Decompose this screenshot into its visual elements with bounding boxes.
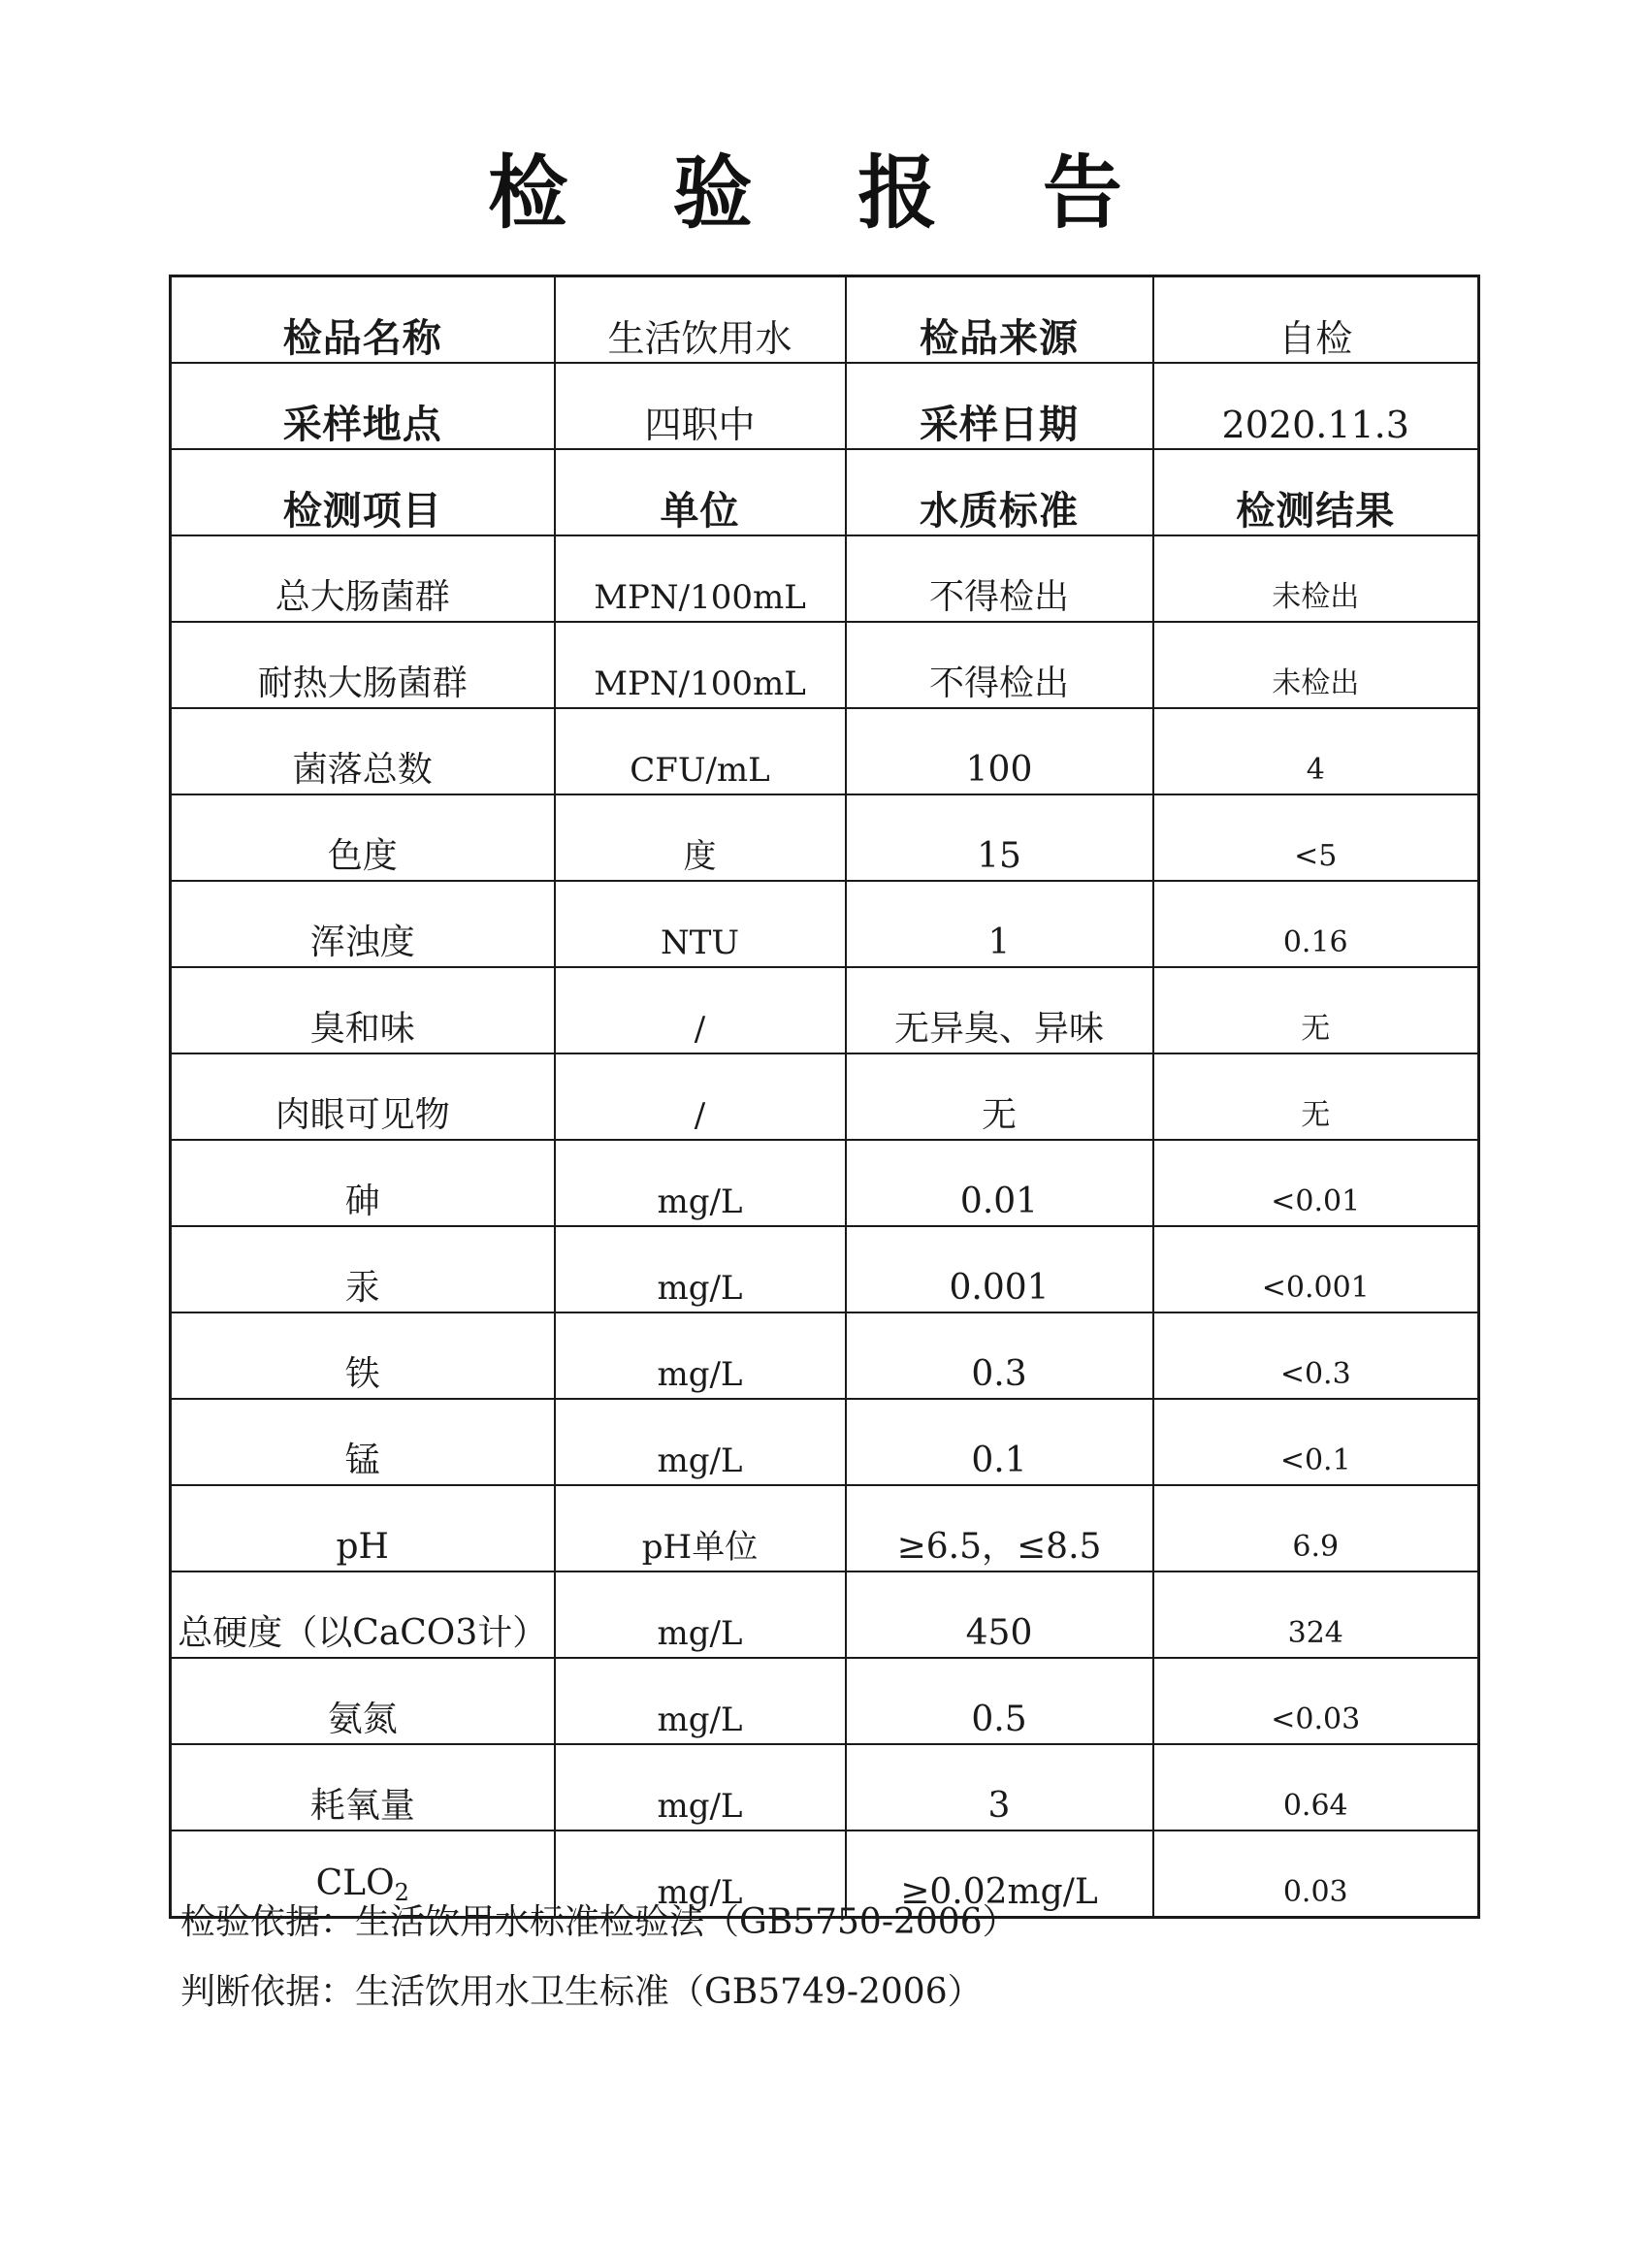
- table-row: [171, 1571, 1479, 1658]
- column-header-unit: 单位: [555, 449, 846, 535]
- table-row: [171, 1312, 1479, 1399]
- cell-standard: 100: [846, 708, 1153, 794]
- column-header-standard: 水质标准: [846, 449, 1153, 535]
- cell-result: 未检出: [1153, 535, 1479, 622]
- table-row: [171, 1658, 1479, 1744]
- cell-result: 324: [1153, 1571, 1479, 1658]
- table-row: [171, 1744, 1479, 1831]
- cell-standard: 15: [846, 794, 1153, 881]
- judgment-basis: 判断依据：生活饮用水卫生标准（GB5749-2006）: [180, 1972, 983, 2012]
- cell-item-subscript: 2: [394, 1879, 409, 1906]
- table-row: [171, 794, 1479, 881]
- table-row: [171, 967, 1479, 1053]
- cell-result: 6.9: [1153, 1485, 1479, 1571]
- cell-item: 汞: [171, 1226, 555, 1312]
- cell-standard: 不得检出: [846, 535, 1153, 622]
- cell-item: 浑浊度: [171, 881, 555, 967]
- cell-item: 锰: [171, 1399, 555, 1485]
- cell-item: 肉眼可见物: [171, 1053, 555, 1140]
- cell-item: 色度: [171, 794, 555, 881]
- cell-unit: mg/L: [555, 1312, 846, 1399]
- value-sampling-date: 2020.11.3: [1153, 363, 1479, 449]
- cell-unit: MPN/100mL: [555, 535, 846, 622]
- label-sampling-place: 采样地点: [171, 363, 555, 449]
- cell-unit: NTU: [555, 881, 846, 967]
- cell-standard: 450: [846, 1571, 1153, 1658]
- cell-standard: 0.3: [846, 1312, 1153, 1399]
- label-sample-source: 检品来源: [846, 276, 1153, 364]
- cell-item: pH: [171, 1485, 555, 1571]
- cell-unit: mg/L: [555, 1140, 846, 1226]
- cell-result: <0.001: [1153, 1226, 1479, 1312]
- cell-unit: MPN/100mL: [555, 622, 846, 708]
- cell-standard: 无异臭、异味: [846, 967, 1153, 1053]
- cell-unit: /: [555, 1053, 846, 1140]
- cell-item: 氨氮: [171, 1658, 555, 1744]
- cell-standard: 3: [846, 1744, 1153, 1831]
- cell-item-main: CLO: [315, 1863, 395, 1903]
- table-row: [171, 1485, 1479, 1571]
- cell-unit: /: [555, 967, 846, 1053]
- cell-item: 耐热大肠菌群: [171, 622, 555, 708]
- table-row: [171, 1053, 1479, 1140]
- cell-result: 0.03: [1153, 1831, 1479, 1918]
- label-sampling-date: 采样日期: [846, 363, 1153, 449]
- table-row: [171, 1399, 1479, 1485]
- value-sampling-place: 四职中: [555, 363, 846, 449]
- cell-standard: 不得检出: [846, 622, 1153, 708]
- table-row: [171, 622, 1479, 708]
- table-row: [171, 1226, 1479, 1312]
- cell-unit: mg/L: [555, 1831, 846, 1918]
- value-sample-source: 自检: [1153, 276, 1479, 364]
- cell-result: 无: [1153, 1053, 1479, 1140]
- cell-result: <0.01: [1153, 1140, 1479, 1226]
- cell-item: 总大肠菌群: [171, 535, 555, 622]
- report-table: [169, 275, 1480, 1919]
- table-row: [171, 1140, 1479, 1226]
- cell-unit: mg/L: [555, 1399, 846, 1485]
- cell-unit: 度: [555, 794, 846, 881]
- inspection-basis: 检验依据：生活饮用水标准检验法（GB5750-2006）: [180, 1902, 1018, 1942]
- cell-result: 未检出: [1153, 622, 1479, 708]
- cell-result: <0.03: [1153, 1658, 1479, 1744]
- cell-standard: 0.5: [846, 1658, 1153, 1744]
- cell-item: 砷: [171, 1140, 555, 1226]
- cell-item: 菌落总数: [171, 708, 555, 794]
- cell-result: 0.16: [1153, 881, 1479, 967]
- cell-standard: 无: [846, 1053, 1153, 1140]
- column-header-result: 检测结果: [1153, 449, 1479, 535]
- cell-item: 铁: [171, 1312, 555, 1399]
- header-row-sample-name: [171, 276, 1479, 364]
- cell-unit: mg/L: [555, 1658, 846, 1744]
- cell-standard: ≥0.02mg/L: [846, 1831, 1153, 1918]
- cell-result: <5: [1153, 794, 1479, 881]
- report-title: 检 验 报 告: [488, 147, 1161, 240]
- cell-result: 无: [1153, 967, 1479, 1053]
- table-row: [171, 881, 1479, 967]
- cell-item: 臭和味: [171, 967, 555, 1053]
- column-header-item: 检测项目: [171, 449, 555, 535]
- cell-standard: 0.01: [846, 1140, 1153, 1226]
- column-header-row: [171, 449, 1479, 535]
- cell-item: 总硬度（以CaCO3计）: [171, 1571, 555, 1658]
- cell-result: <0.3: [1153, 1312, 1479, 1399]
- cell-item: 耗氧量: [171, 1744, 555, 1831]
- cell-unit: CFU/mL: [555, 708, 846, 794]
- label-sample-name: 检品名称: [171, 276, 555, 364]
- cell-unit: pH单位: [555, 1485, 846, 1571]
- cell-result: 0.64: [1153, 1744, 1479, 1831]
- cell-standard: ≥6.5，≤8.5: [846, 1485, 1153, 1571]
- table-row: [171, 708, 1479, 794]
- header-row-sampling-place: [171, 363, 1479, 449]
- cell-standard: 0.001: [846, 1226, 1153, 1312]
- value-sample-name: 生活饮用水: [555, 276, 846, 364]
- table-row: [171, 535, 1479, 622]
- cell-result: <0.1: [1153, 1399, 1479, 1485]
- cell-standard: 1: [846, 881, 1153, 967]
- cell-unit: mg/L: [555, 1226, 846, 1312]
- cell-result: 4: [1153, 708, 1479, 794]
- cell-unit: mg/L: [555, 1744, 846, 1831]
- cell-unit: mg/L: [555, 1571, 846, 1658]
- red-seal-fragment: [1610, 1096, 1649, 1445]
- cell-standard: 0.1: [846, 1399, 1153, 1485]
